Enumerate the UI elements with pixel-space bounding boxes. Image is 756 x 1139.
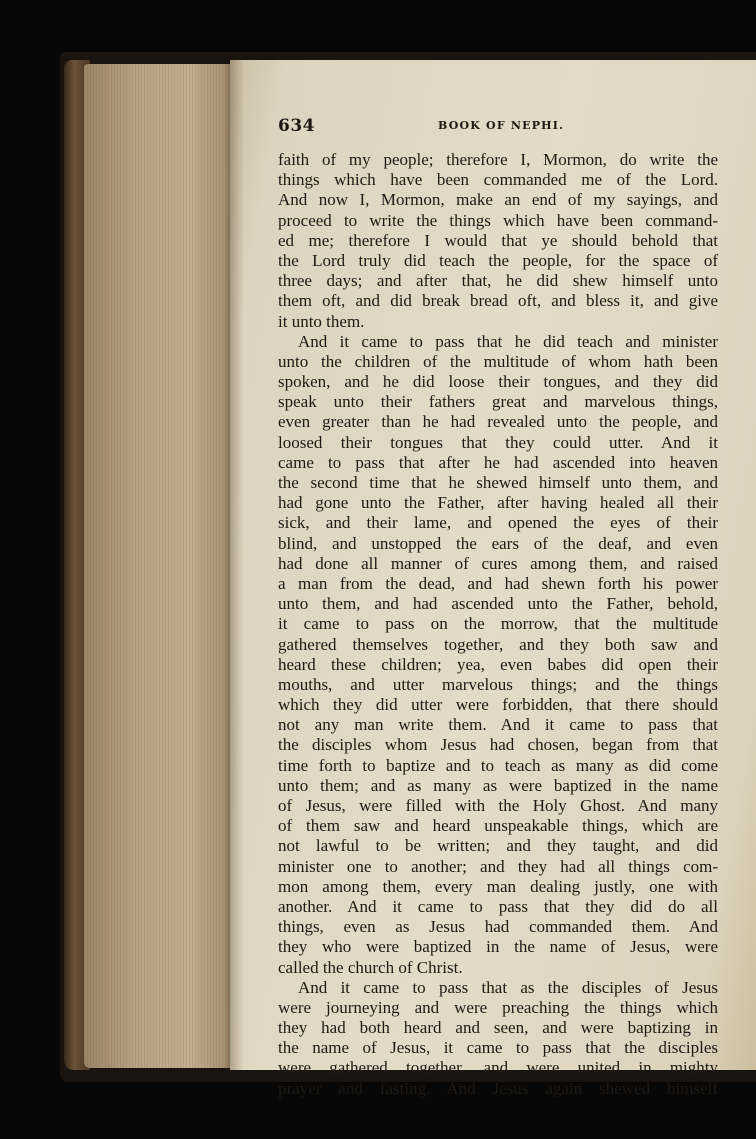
text-line: gathered themselves together, and they both saw and bbox=[278, 634, 718, 654]
text-line: called the church of Christ. bbox=[278, 957, 463, 977]
text-line: And it came to pass that as the disciples of Jesus bbox=[298, 977, 718, 997]
text-line: even greater than he had revealed unto the people, and bbox=[278, 412, 718, 432]
text-line: prayer and fasting. And Jesus again shewed himself bbox=[278, 1078, 718, 1098]
text-line: had gone unto the Father, after having healed all their bbox=[278, 493, 718, 513]
book-page bbox=[230, 60, 756, 1098]
text-line: not lawful to be written; and they taught, and did bbox=[278, 836, 718, 856]
text-line: minister one to another; and they had all things com- bbox=[278, 856, 718, 876]
text-line: the name of Jesus, it came to pass that the disciples bbox=[278, 1038, 718, 1058]
text-line: came to pass that after he had ascended into heaven bbox=[278, 452, 718, 472]
text-line: proceed to write the things which have been command- bbox=[278, 210, 718, 230]
text-line: three days; and after that, he did shew himself unto bbox=[278, 271, 718, 291]
text-line: speak unto their fathers great and marvelous things, bbox=[278, 392, 718, 412]
text-line: loosed their tongues that they could utter. And it bbox=[278, 432, 718, 452]
text-line: a man from the dead, and had shewn forth his power bbox=[278, 573, 718, 593]
text-line: unto the children of the multitude of whom hath been bbox=[278, 351, 718, 371]
page-number: 634 bbox=[278, 116, 315, 136]
text-line: ed me; therefore I would that ye should behold that bbox=[278, 230, 718, 250]
text-line: blind, and unstopped the ears of the deaf, and even bbox=[278, 533, 718, 553]
text-line: they had both heard and seen, and were baptizing in bbox=[278, 1018, 718, 1038]
text-line: spoken, and he did loose their tongues, and they did bbox=[278, 372, 718, 392]
text-line: time forth to baptize and to teach as many as did come bbox=[278, 755, 718, 775]
text-line: of Jesus, were filled with the Holy Ghost. And many bbox=[278, 796, 718, 815]
text-line: mon among them, every man dealing justly, one with bbox=[278, 876, 718, 896]
text-line: mouths, and utter marvelous things; and the things bbox=[278, 674, 718, 694]
text-line: the second time that he shewed himself unto them, and bbox=[278, 473, 718, 492]
text-line: And it came to pass that he did teach and minister bbox=[298, 331, 718, 351]
text-line: And now I, Mormon, make an end of my sayings, and bbox=[278, 190, 718, 210]
text-line: which they did utter were forbidden, that there should bbox=[278, 695, 718, 715]
text-line: had done all manner of cures among them, and raised bbox=[278, 553, 718, 573]
text-line: unto them, and had ascended unto the Father, behold, bbox=[278, 594, 718, 614]
text-line: the Lord truly did teach the people, for the space of bbox=[278, 250, 718, 270]
text-line: the disciples whom Jesus had chosen, began from that bbox=[278, 735, 718, 755]
text-line: they who were baptized in the name of Jesus, were bbox=[278, 937, 718, 957]
page-edges bbox=[84, 64, 234, 1068]
text-line: sick, and their lame, and opened the eyes of their bbox=[278, 513, 718, 533]
text-line: were journeying and were preaching the things which bbox=[278, 997, 718, 1017]
text-line: things which have been commanded me of the Lord. bbox=[278, 170, 718, 190]
text-line: it unto them. bbox=[278, 311, 365, 331]
text-line: unto them; and as many as were baptized in the name bbox=[278, 775, 718, 795]
text-line: heard these children; yea, even babes did open their bbox=[278, 654, 718, 674]
text-line: were gathered together, and were united in mighty bbox=[278, 1058, 718, 1078]
running-head bbox=[278, 116, 748, 140]
text-line: them oft, and did break bread oft, and bless it, and give bbox=[278, 291, 718, 311]
running-title: BOOK OF NEPHI. bbox=[438, 119, 565, 132]
text-line: it came to pass on the morrow, that the multitude bbox=[278, 614, 718, 634]
text-line: another. And it came to pass that they did do all bbox=[278, 896, 718, 916]
text-body bbox=[278, 150, 718, 1099]
text-line: things, even as Jesus had commanded them. And bbox=[278, 917, 718, 937]
text-line: of them saw and heard unspeakable things, which are bbox=[278, 816, 718, 836]
text-line: not any man write them. And it came to pass that bbox=[278, 715, 718, 735]
text-line: faith of my people; therefore I, Mormon, do write the bbox=[278, 150, 718, 169]
